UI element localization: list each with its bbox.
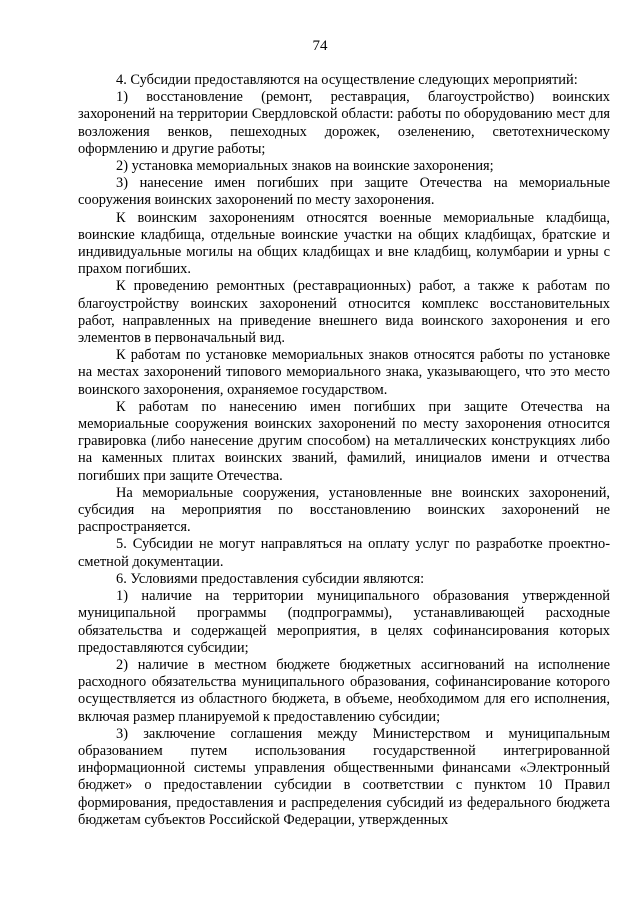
paragraph: 5. Субсидии не могут направляться на оплату услуг по разработке проектно-сметной документации. [78, 536, 610, 570]
paragraph: 3) заключение соглашения между Министерством и муниципальным образованием путем использования государственной интегрированной информационной системы управления общественными финансами «Электронный бюджет» о предоставлении субсидии в соответствии с пунктом 10 Правил формирования, предоставления и распределения субсидий из федерального бюджета бюджетам субъектов Российской Федерации, утвержденных [78, 725, 610, 828]
paragraph: 6. Условиями предоставления субсидии являются: [116, 570, 425, 587]
paragraph: На мемориальные сооружения, установленные вне воинских захоронений, субсидия на мероприятия по восстановлению воинских захоронений не распространяется. [78, 484, 610, 536]
paragraph: 1) восстановление (ремонт, реставрация, благоустройство) воинских захоронений на территории Свердловской области: работы по оборудованию мест для возложения венков, пешеходных дорожек, озеленению, светотехническому оформлению и другие работы; [78, 89, 610, 157]
paragraph: К работам по установке мемориальных знаков относятся работы по установке на местах захоронений типового мемориального знака, указывающего, что это место воинского захоронения, охраняемое государством. [78, 347, 610, 398]
paragraph: К работам по нанесению имен погибших при защите Отечества на мемориальные сооружения воинских захоронений по месту захоронения относится гравировка (либо нанесение другим способом) на металлических конструкциях либо на каменных плитах воинских званий, фамилий, инициалов имени и отчества погибших при защите Отечества. [78, 398, 610, 484]
paragraph: 3) нанесение имен погибших при защите Отечества на мемориальные сооружения воинских захоронений по месту захоронения. [78, 175, 610, 209]
paragraph: 2) наличие в местном бюджете бюджетных ассигнований на исполнение расходного обязательства муниципального образования, софинансирование которого осуществляется из областного бюджета, в объеме, необходимом для его исполнения, включая размер планируемой к предоставлению субсидии; [78, 656, 610, 725]
document-body [78, 72, 610, 829]
page-number: 74 [312, 38, 328, 54]
paragraph: 4. Субсидии предоставляются на осуществление следующих мероприятий: [116, 72, 578, 88]
paragraph: К проведению ремонтных (реставрационных) работ, а также к работам по благоустройству воинских захоронений относится комплекс восстановительных работ, направленных на приведение внешнего вида воинского захоронения и его элементов в первоначальный вид. [78, 278, 610, 347]
paragraph: К воинским захоронениям относятся военные мемориальные кладбища, воинские кладбища, отдельные воинские участки на общих кладбищах, братские и индивидуальные могилы на общих кладбищах и вне кладбищ, колумбарии и урны с прахом погибших. [78, 209, 610, 278]
paragraph: 1) наличие на территории муниципального образования утвержденной муниципальной программы (подпрограммы), устанавливающей расходные обязательства и содержащей мероприятия, в целях софинансирования которых предоставляются субсидии; [78, 588, 610, 656]
paragraph: 2) установка мемориальных знаков на воинские захоронения; [116, 158, 494, 175]
